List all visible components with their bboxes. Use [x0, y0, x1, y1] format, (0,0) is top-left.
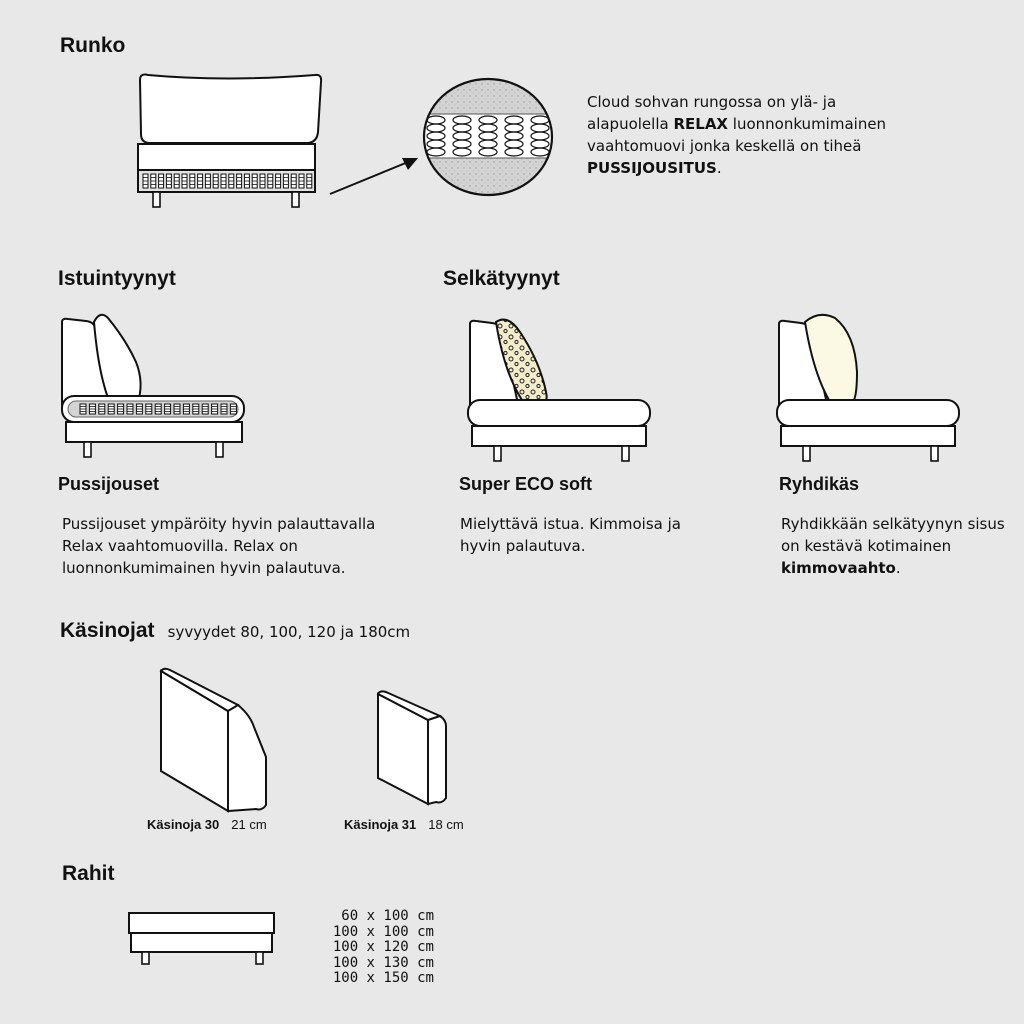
armrest-30-illustration	[156, 665, 274, 815]
armrest-30-label: Käsinoja 30 21 cm	[147, 817, 267, 832]
pussijouset-subheading: Pussijouset	[58, 474, 160, 494]
footstool-size: 60 x 100 cm	[341, 908, 434, 924]
runko-description: Cloud sohvan rungossa on ylä- ja alapuolella RELAX luonnonkumimainen vaahtomuovi jonka keskellä on tiheä PUSSIJOUSITUS.	[587, 93, 887, 177]
eco-soft-subheading: Super ECO soft	[459, 474, 593, 494]
footstool-sizes	[318, 909, 434, 987]
runko-heading: Runko	[60, 34, 126, 57]
istuintyynyt-heading: Istuintyynyt	[58, 267, 176, 290]
arrow-icon	[326, 150, 422, 198]
kasinojat-header	[60, 619, 410, 643]
armrest-31-illustration	[372, 688, 452, 810]
kasinojat-heading: Käsinojat	[60, 619, 155, 642]
eco-soft-illustration	[464, 312, 654, 462]
ryhdikas-illustration	[773, 312, 963, 462]
eco-soft-description: Mielyttävä istua. Kimmoisa ja hyvin palautuva.	[460, 515, 681, 555]
pussijouset-description: Pussijouset ympäröity hyvin palauttavalla Relax vaahtomuovilla. Relax on luonnonkumimainen hyvin palautuva.	[62, 515, 376, 577]
footstool-size: 100 x 150 cm	[332, 970, 434, 986]
footstool-size: 100 x 130 cm	[332, 954, 434, 971]
footstool-size: 100 x 100 cm	[332, 923, 434, 940]
kasinojat-subtitle: syvyydet 80, 100, 120 ja 180cm	[167, 623, 411, 641]
ryhdikas-description: Ryhdikkään selkätyynyn sisus on kestävä kotimainen kimmovaahto.	[781, 515, 1005, 577]
rahit-heading: Rahit	[62, 862, 115, 885]
footstool-illustration	[126, 910, 278, 968]
seat-cushion-illustration	[56, 310, 250, 462]
armrest-31-label: Käsinoja 31 18 cm	[344, 817, 464, 832]
footstool-size: 100 x 120 cm	[332, 939, 434, 955]
selkatyynyt-heading: Selkätyynyt	[443, 267, 560, 290]
ryhdikas-subheading: Ryhdikäs	[779, 474, 860, 494]
frame-illustration	[130, 70, 330, 212]
spring-detail-circle	[420, 76, 556, 198]
